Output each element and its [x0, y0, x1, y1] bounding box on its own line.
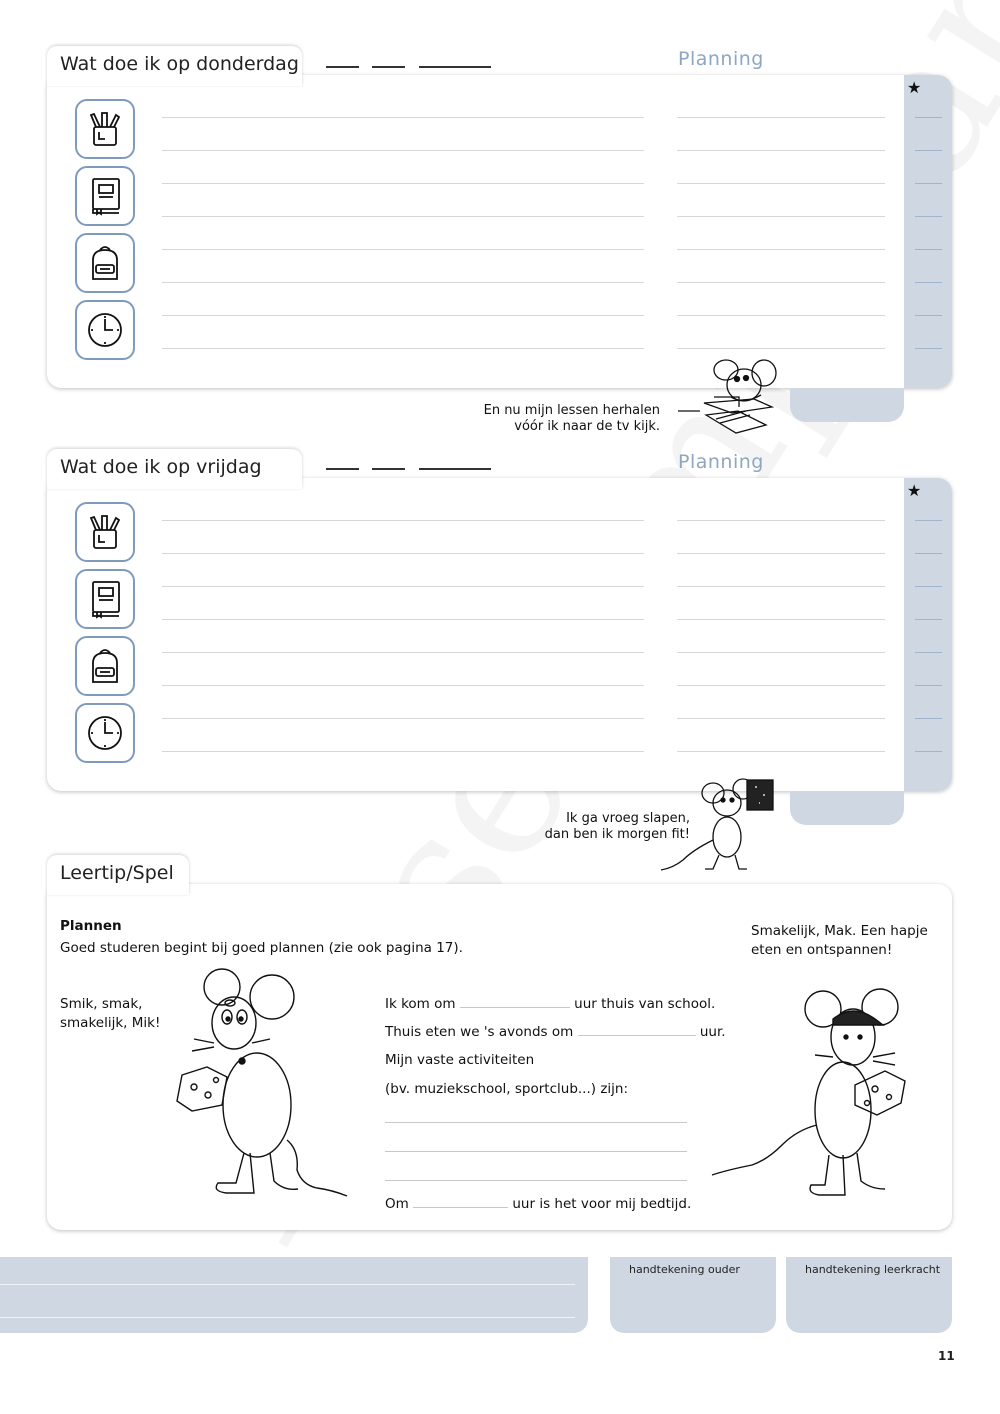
friday-task-line-6[interactable] [162, 685, 644, 686]
thursday-planning-line-7[interactable] [677, 315, 885, 316]
friday-book-icon [75, 569, 135, 629]
notes-box [0, 1257, 588, 1333]
thursday-check-line-1[interactable] [915, 117, 942, 118]
friday-task-line-8[interactable] [162, 751, 644, 752]
friday-backpack-icon [75, 636, 135, 696]
question-dinner-start: Thuis eten we 's avonds om [385, 1024, 574, 1040]
thursday-task-line-8[interactable] [162, 348, 644, 349]
question-bedtime-start: Om [385, 1196, 409, 1212]
bedtime-field[interactable] [413, 1195, 508, 1208]
thursday-date-day[interactable] [326, 66, 359, 68]
friday-date-year[interactable] [419, 468, 491, 470]
friday-pencil-cup-icon [75, 502, 135, 562]
notes-line-2[interactable] [0, 1317, 575, 1318]
thursday-caption [440, 403, 660, 435]
thursday-caption-line2: vóór ik naar de tv kijk. [514, 419, 660, 434]
friday-planning-line-8[interactable] [677, 751, 885, 752]
thursday-star-icon: ★ [907, 78, 922, 97]
mik-speech-line2: smakelijk, Mik! [60, 1015, 161, 1031]
friday-check-line-4[interactable] [915, 619, 942, 620]
friday-date-month[interactable] [372, 468, 405, 470]
friday-task-line-3[interactable] [162, 586, 644, 587]
mak-speech-line1: Smakelijk, Mak. Een hapje [751, 923, 928, 939]
activities-line-1[interactable] [385, 1122, 687, 1123]
thursday-check-line-7[interactable] [915, 315, 942, 316]
mik-speech-line1: Smik, smak, [60, 996, 143, 1012]
friday-card [47, 478, 952, 791]
thursday-date-year[interactable] [419, 66, 491, 68]
thursday-caption-line1: En nu mijn lessen herhalen [483, 403, 660, 418]
thursday-check-line-2[interactable] [915, 150, 942, 151]
thursday-backpack-icon [75, 233, 135, 293]
thursday-planning-line-3[interactable] [677, 183, 885, 184]
thursday-check-line-8[interactable] [915, 348, 942, 349]
thursday-planning-label: Planning [678, 48, 764, 70]
thursday-check-line-4[interactable] [915, 216, 942, 217]
dinner-time-field[interactable] [578, 1023, 696, 1036]
thursday-check-line-6[interactable] [915, 282, 942, 283]
page-number: 11 [938, 1349, 955, 1363]
friday-check-line-1[interactable] [915, 520, 942, 521]
mik-speech [60, 995, 160, 1033]
friday-caption-line2: dan ben ik morgen fit! [544, 827, 690, 842]
arrival-time-field[interactable] [460, 995, 570, 1008]
thursday-planning-line-8[interactable] [677, 348, 885, 349]
thursday-mouse-ledge [790, 388, 904, 422]
friday-planning-line-7[interactable] [677, 718, 885, 719]
mak-mouse-illustration [705, 985, 920, 1205]
thursday-planning-line-4[interactable] [677, 216, 885, 217]
teacher-signature-label: handtekening leerkracht [805, 1263, 941, 1276]
friday-task-line-7[interactable] [162, 718, 644, 719]
sleepy-mouse-illustration [655, 775, 780, 875]
thursday-planning-line-5[interactable] [677, 249, 885, 250]
plannen-heading: Plannen [60, 918, 122, 934]
thursday-task-line-1[interactable] [162, 117, 644, 118]
question-activities: Mijn vaste activiteiten [385, 1052, 535, 1068]
friday-caption-line1: Ik ga vroeg slapen, [566, 811, 690, 826]
question-arrival-end: uur thuis van school. [574, 996, 716, 1012]
leertip-title: Leertip/Spel [60, 862, 174, 884]
thursday-clock-icon [75, 300, 135, 360]
question-arrival [385, 995, 715, 1012]
activities-line-3[interactable] [385, 1180, 687, 1181]
thursday-task-line-3[interactable] [162, 183, 644, 184]
friday-task-line-2[interactable] [162, 553, 644, 554]
thursday-planning-line-6[interactable] [677, 282, 885, 283]
question-activities-example: (bv. muziekschool, sportclub...) zijn: [385, 1081, 629, 1097]
mak-speech-line2: eten en ontspannen! [751, 942, 893, 958]
thursday-task-line-4[interactable] [162, 216, 644, 217]
thursday-card [47, 75, 952, 388]
friday-check-line-5[interactable] [915, 652, 942, 653]
thursday-pencil-cup-icon [75, 99, 135, 159]
thursday-task-line-2[interactable] [162, 150, 644, 151]
friday-check-line-8[interactable] [915, 751, 942, 752]
friday-planning-line-5[interactable] [677, 652, 885, 653]
friday-check-line-2[interactable] [915, 553, 942, 554]
friday-planning-line-4[interactable] [677, 619, 885, 620]
studying-mouse-illustration [676, 355, 784, 440]
mak-speech [751, 922, 928, 960]
friday-task-line-5[interactable] [162, 652, 644, 653]
friday-planning-line-3[interactable] [677, 586, 885, 587]
activities-line-2[interactable] [385, 1151, 687, 1152]
thursday-task-line-7[interactable] [162, 315, 644, 316]
parent-signature-label: handtekening ouder [629, 1263, 740, 1276]
friday-planning-line-1[interactable] [677, 520, 885, 521]
question-bedtime-end: uur is het voor mij bedtijd. [512, 1196, 692, 1212]
thursday-check-line-3[interactable] [915, 183, 942, 184]
friday-clock-icon [75, 703, 135, 763]
question-dinner [385, 1023, 726, 1040]
question-bedtime [385, 1195, 691, 1212]
question-arrival-start: Ik kom om [385, 996, 456, 1012]
thursday-book-icon [75, 166, 135, 226]
notes-line-1[interactable] [0, 1284, 575, 1285]
friday-check-line-3[interactable] [915, 586, 942, 587]
thursday-date-month[interactable] [372, 66, 405, 68]
thursday-sidebar [904, 75, 952, 388]
friday-check-line-6[interactable] [915, 685, 942, 686]
plannen-intro: Goed studeren begint bij goed plannen (zie ook pagina 17). [60, 940, 463, 956]
thursday-title: Wat doe ik op donderdag [60, 53, 299, 75]
friday-title: Wat doe ik op vrijdag [60, 456, 262, 478]
mik-mouse-illustration [172, 965, 354, 1205]
friday-planning-line-6[interactable] [677, 685, 885, 686]
friday-planning-label: Planning [678, 451, 764, 473]
friday-planning-line-2[interactable] [677, 553, 885, 554]
friday-sidebar [904, 478, 952, 791]
thursday-task-line-6[interactable] [162, 282, 644, 283]
friday-check-line-7[interactable] [915, 718, 942, 719]
friday-task-line-4[interactable] [162, 619, 644, 620]
thursday-task-line-5[interactable] [162, 249, 644, 250]
thursday-check-line-5[interactable] [915, 249, 942, 250]
thursday-planning-line-1[interactable] [677, 117, 885, 118]
friday-date-day[interactable] [326, 468, 359, 470]
friday-star-icon: ★ [907, 481, 922, 500]
friday-task-line-1[interactable] [162, 520, 644, 521]
question-dinner-end: uur. [699, 1024, 726, 1040]
thursday-planning-line-2[interactable] [677, 150, 885, 151]
friday-mouse-ledge [790, 791, 904, 825]
